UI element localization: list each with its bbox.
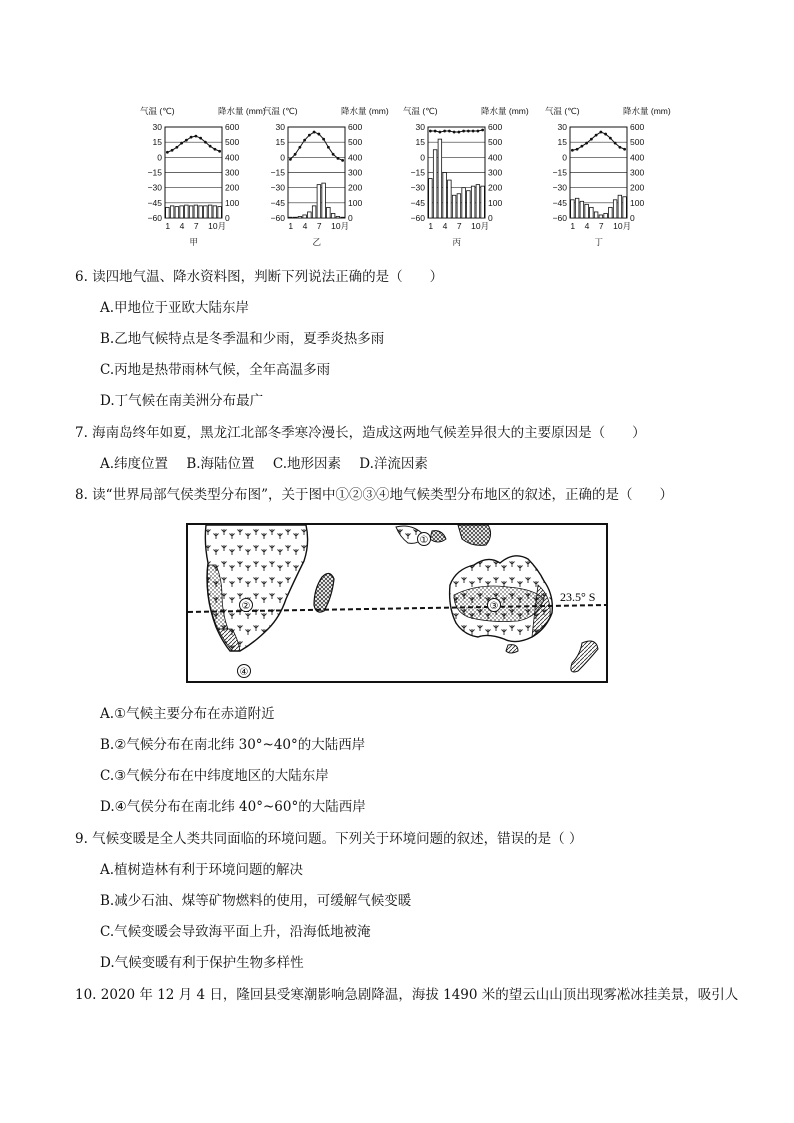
y-left-tick: −45 xyxy=(147,197,162,208)
y-left-tick: −60 xyxy=(270,213,285,223)
precip-bar xyxy=(185,205,189,218)
temp-point xyxy=(180,142,183,145)
q6-stem: 6. 读四地气温、降水资料图，判断下列说法正确的是（ ） xyxy=(75,269,444,285)
precip-bar xyxy=(613,200,617,218)
q9-option-c[interactable]: C.气候变暖会导致海平面上升，沿海低地被淹 xyxy=(100,924,371,940)
temp-line xyxy=(430,130,482,132)
chart-name: 丙 xyxy=(452,237,462,247)
marker-1 xyxy=(418,533,431,547)
temp-point xyxy=(481,129,484,132)
precip-bar xyxy=(308,212,312,218)
precip-bar xyxy=(623,197,627,218)
q7-option-b[interactable]: B.海陆位置 xyxy=(186,456,255,472)
marker-3 xyxy=(488,599,501,613)
x-tick: 7 xyxy=(598,221,604,231)
q7-option-c[interactable]: C.地形因素 xyxy=(272,456,341,472)
q6-option-b[interactable]: B.乙地气候特点是冬季温和少雨，夏季炎热多雨 xyxy=(100,331,385,347)
y-right-tick: 600 xyxy=(630,122,645,132)
y-right-tick: 200 xyxy=(630,182,645,193)
temp-point xyxy=(313,131,316,134)
marker-2 xyxy=(240,599,253,613)
q6-option-a[interactable]: A.甲地位于亚欧大陆东岸 xyxy=(100,300,250,316)
temp-point xyxy=(590,138,593,141)
island-2 xyxy=(430,531,446,542)
precip-bar xyxy=(433,150,437,218)
precip-bar xyxy=(322,183,326,218)
precip-bar xyxy=(298,216,302,218)
y-left-tick: 30 xyxy=(557,122,567,132)
temp-point xyxy=(599,131,602,134)
temp-point xyxy=(209,145,212,148)
precip-bar xyxy=(429,179,433,218)
new-zealand xyxy=(571,641,598,672)
precip-bar xyxy=(467,191,471,218)
y-left-tick: −15 xyxy=(552,167,567,178)
y-right-tick: 300 xyxy=(348,167,363,178)
y-right-tick: 300 xyxy=(630,167,645,178)
y-right-tick: 600 xyxy=(488,122,503,132)
y-left-tick: 15 xyxy=(557,137,567,148)
precip-bar xyxy=(327,207,331,218)
y-left-tick: −60 xyxy=(147,213,162,223)
y-right-tick: 400 xyxy=(488,152,503,163)
y-left-tick: 0 xyxy=(157,152,162,163)
temp-point xyxy=(204,141,207,144)
precip-bar xyxy=(170,206,174,218)
y-right-tick: 600 xyxy=(225,122,240,132)
y-right-tick: 0 xyxy=(225,213,230,223)
temp-point xyxy=(476,130,479,133)
y-right-tick: 0 xyxy=(348,213,353,223)
temp-point xyxy=(213,148,216,151)
temp-axis-title: 气温 (℃) xyxy=(140,106,175,116)
precip-bar xyxy=(199,206,203,218)
chart-name: 甲 xyxy=(189,237,199,247)
chart-name: 乙 xyxy=(312,237,322,247)
svg-text:②: ② xyxy=(241,601,251,612)
chart-svg-0 xyxy=(140,100,270,260)
y-left-tick: −30 xyxy=(270,182,285,193)
temp-axis-title: 气温 (℃) xyxy=(545,106,580,116)
y-left-tick: 15 xyxy=(415,137,425,148)
precip-bar xyxy=(618,195,622,218)
x-tick: 4 xyxy=(442,221,448,231)
precip-bar xyxy=(481,186,485,218)
temp-point xyxy=(604,133,607,136)
y-left-tick: −30 xyxy=(552,182,567,193)
precip-bar xyxy=(580,201,584,218)
y-left-tick: −15 xyxy=(410,167,425,178)
y-right-tick: 200 xyxy=(225,182,240,193)
temp-point xyxy=(289,158,292,161)
q6-option-d[interactable]: D.丁气候在南美洲分布最广 xyxy=(100,393,264,409)
y-left-tick: −30 xyxy=(147,182,162,193)
temp-point xyxy=(166,151,169,154)
q8-option-a[interactable]: A.①气候主要分布在赤道附近 xyxy=(100,706,275,722)
precip-bar xyxy=(180,206,184,218)
climate-chart-yi xyxy=(263,100,393,260)
temp-axis-title: 气温 (℃) xyxy=(403,106,438,116)
temp-point xyxy=(341,159,344,162)
y-left-tick: −15 xyxy=(147,167,162,178)
y-right-tick: 600 xyxy=(348,122,363,132)
q9-option-a[interactable]: A.植树造林有利于环境问题的解决 xyxy=(100,862,304,878)
temp-point xyxy=(194,135,197,138)
temp-point xyxy=(199,137,202,140)
y-right-tick: 500 xyxy=(488,137,503,148)
temp-point xyxy=(171,149,174,152)
precip-bar xyxy=(213,206,217,218)
x-tick: 4 xyxy=(584,221,590,231)
y-left-tick: −45 xyxy=(552,197,567,208)
chart-name: 丁 xyxy=(594,237,604,247)
climate-chart-bing xyxy=(403,100,533,260)
x-tick: 1 xyxy=(165,221,171,231)
q10-stem: 10. 2020 年 12 月 4 日，隆回县受寒潮影响急剧降温，海拔 1490 米的望云山山顶出现雾凇冰挂美景，吸引人 xyxy=(75,987,739,1003)
temp-point xyxy=(336,157,339,160)
temp-point xyxy=(472,130,475,133)
tasmania xyxy=(506,645,518,653)
y-left-tick: −45 xyxy=(270,197,285,208)
y-left-tick: 15 xyxy=(152,137,162,148)
y-right-tick: 200 xyxy=(488,182,503,193)
temp-point xyxy=(327,146,330,149)
temp-point xyxy=(457,131,460,134)
precip-bar xyxy=(457,194,461,218)
x-tick: 10月 xyxy=(331,221,350,231)
precip-bar xyxy=(452,195,456,218)
x-tick: 4 xyxy=(302,221,308,231)
y-right-tick: 500 xyxy=(630,137,645,148)
y-left-tick: −60 xyxy=(410,213,425,223)
svg-text:④: ④ xyxy=(239,667,249,678)
temp-point xyxy=(308,134,311,137)
x-tick: 1 xyxy=(428,221,434,231)
y-right-tick: 400 xyxy=(348,152,363,163)
marker-4 xyxy=(238,665,251,679)
temp-point xyxy=(185,139,188,142)
q8-stem: 8. 读“世界局部气侯类型分布图”，关于图中①②③④地气候类型分布地区的叙述，正确的是（ ） xyxy=(75,487,673,503)
x-tick: 10月 xyxy=(613,221,632,231)
svg-text:③: ③ xyxy=(489,601,499,612)
latitude-label: 23.5° S xyxy=(560,590,596,604)
temp-point xyxy=(609,137,612,140)
x-tick: 10月 xyxy=(471,221,490,231)
temp-point xyxy=(448,130,451,133)
precip-bar xyxy=(609,207,613,218)
temp-point xyxy=(175,146,178,149)
precip-axis-title: 降水量 (mm) xyxy=(481,106,529,116)
temp-point xyxy=(580,145,583,148)
temp-point xyxy=(614,142,617,145)
y-right-tick: 100 xyxy=(630,197,645,208)
climate-chart-jia xyxy=(140,100,270,260)
temp-point xyxy=(332,153,335,156)
precip-bar xyxy=(448,180,452,218)
x-tick: 10月 xyxy=(208,221,227,231)
climate-chart-ding xyxy=(545,100,675,260)
temp-axis-title: 气温 (℃) xyxy=(263,106,298,116)
y-left-tick: 15 xyxy=(275,137,285,148)
y-right-tick: 300 xyxy=(225,167,240,178)
y-left-tick: −60 xyxy=(552,213,567,223)
precip-bar xyxy=(594,212,598,218)
q9-option-d[interactable]: D.气候变暖有利于保护生物多样性 xyxy=(100,955,304,971)
precip-bar xyxy=(604,213,608,218)
q7-option-a[interactable]: A.纬度位置 xyxy=(100,456,169,472)
q7-stem: 7. 海南岛终年如夏，黑龙江北部冬季寒冷漫长，造成这两地气候差异很大的主要原因是（ ） xyxy=(75,425,646,441)
temp-point xyxy=(429,130,432,133)
madagascar xyxy=(314,573,334,612)
q9-option-b[interactable]: B.减少石油、煤等矿物燃料的使用，可缓解气候变暖 xyxy=(100,893,412,909)
y-left-tick: 0 xyxy=(420,152,425,163)
precip-bar xyxy=(189,206,193,218)
y-left-tick: 30 xyxy=(152,122,162,132)
precip-axis-title: 降水量 (mm) xyxy=(341,106,389,116)
y-right-tick: 100 xyxy=(225,197,240,208)
temp-point xyxy=(438,131,441,134)
svg-text:①: ① xyxy=(419,535,429,546)
precip-bar xyxy=(471,186,475,218)
temp-line xyxy=(572,132,624,150)
x-tick: 7 xyxy=(456,221,462,231)
precip-bar xyxy=(218,207,222,218)
y-left-tick: −15 xyxy=(270,167,285,178)
precip-bar xyxy=(312,206,316,218)
q7-option-d[interactable]: D.洋流因素 xyxy=(359,456,428,472)
temp-point xyxy=(571,149,574,152)
precip-bar xyxy=(571,200,575,218)
y-left-tick: −45 xyxy=(410,197,425,208)
y-right-tick: 500 xyxy=(348,137,363,148)
precip-bar xyxy=(585,204,589,218)
y-right-tick: 100 xyxy=(348,197,363,208)
chart-svg-1 xyxy=(263,100,393,260)
x-tick: 4 xyxy=(179,221,185,231)
temp-point xyxy=(453,131,456,134)
temp-point xyxy=(434,130,437,133)
y-right-tick: 400 xyxy=(630,152,645,163)
precip-bar xyxy=(336,216,340,218)
chart-svg-2 xyxy=(403,100,533,260)
q8-option-c[interactable]: C.③气候分布在中纬度地区的大陆东岸 xyxy=(100,768,329,784)
temp-point xyxy=(443,130,446,133)
precip-axis-title: 降水量 (mm) xyxy=(218,106,266,116)
y-right-tick: 500 xyxy=(225,137,240,148)
precip-axis-title: 降水量 (mm) xyxy=(623,106,671,116)
precip-bar xyxy=(166,207,170,218)
precip-bar xyxy=(289,217,293,218)
precip-bar xyxy=(575,198,579,218)
temp-point xyxy=(462,130,465,133)
precip-bar xyxy=(331,213,335,218)
q8-option-b[interactable]: B.②气候分布在南北纬 30°~40°的大陆西岸 xyxy=(100,737,366,753)
temp-point xyxy=(595,134,598,137)
temp-point xyxy=(585,142,588,145)
temp-point xyxy=(190,136,193,139)
x-tick: 7 xyxy=(316,221,322,231)
y-right-tick: 400 xyxy=(225,152,240,163)
precip-bar xyxy=(341,217,345,218)
q9-stem: 9. 气候变暖是全人类共同面临的环境问题。下列关于环境问题的叙述，错误的是（ ） xyxy=(75,831,583,847)
x-tick: 7 xyxy=(193,221,199,231)
temp-point xyxy=(303,139,306,142)
temp-point xyxy=(298,146,301,149)
y-left-tick: 30 xyxy=(275,122,285,132)
temp-point xyxy=(322,138,325,141)
x-tick: 1 xyxy=(288,221,294,231)
temp-point xyxy=(294,153,297,156)
temp-point xyxy=(467,130,470,133)
y-left-tick: −30 xyxy=(410,182,425,193)
q6-option-c[interactable]: C.丙地是热带雨林气候，全年高温多雨 xyxy=(100,362,331,378)
precip-bar xyxy=(590,207,594,218)
precip-bar xyxy=(194,205,198,218)
q8-option-d[interactable]: D.④气侯分布在南北纬 40°~60°的大陆西岸 xyxy=(100,799,366,815)
y-right-tick: 0 xyxy=(630,213,635,223)
precip-bar xyxy=(599,215,603,218)
q7-options xyxy=(100,455,442,473)
y-right-tick: 0 xyxy=(488,213,493,223)
temp-point xyxy=(623,148,626,151)
y-right-tick: 300 xyxy=(488,167,503,178)
temp-point xyxy=(218,150,221,153)
x-tick: 1 xyxy=(570,221,576,231)
temp-line xyxy=(167,136,219,152)
precip-bar xyxy=(443,173,447,219)
y-left-tick: 0 xyxy=(562,152,567,163)
chart-svg-3 xyxy=(545,100,675,260)
precip-bar xyxy=(462,188,466,218)
y-left-tick: 0 xyxy=(280,152,285,163)
temp-point xyxy=(618,146,621,149)
precip-bar xyxy=(317,185,321,218)
precip-bar xyxy=(303,215,307,218)
y-right-tick: 200 xyxy=(348,182,363,193)
precip-bar xyxy=(204,206,208,218)
precip-bar xyxy=(175,207,179,218)
y-left-tick: 30 xyxy=(415,122,425,132)
island-3 xyxy=(458,525,491,545)
precip-bar xyxy=(438,139,442,218)
precip-bar xyxy=(208,205,212,218)
temp-point xyxy=(576,148,579,151)
temp-line xyxy=(290,132,342,160)
precip-bar xyxy=(293,217,297,218)
precip-bar xyxy=(476,185,480,218)
temp-point xyxy=(317,133,320,136)
climate-distribution-map xyxy=(186,523,608,683)
y-right-tick: 100 xyxy=(488,197,503,208)
